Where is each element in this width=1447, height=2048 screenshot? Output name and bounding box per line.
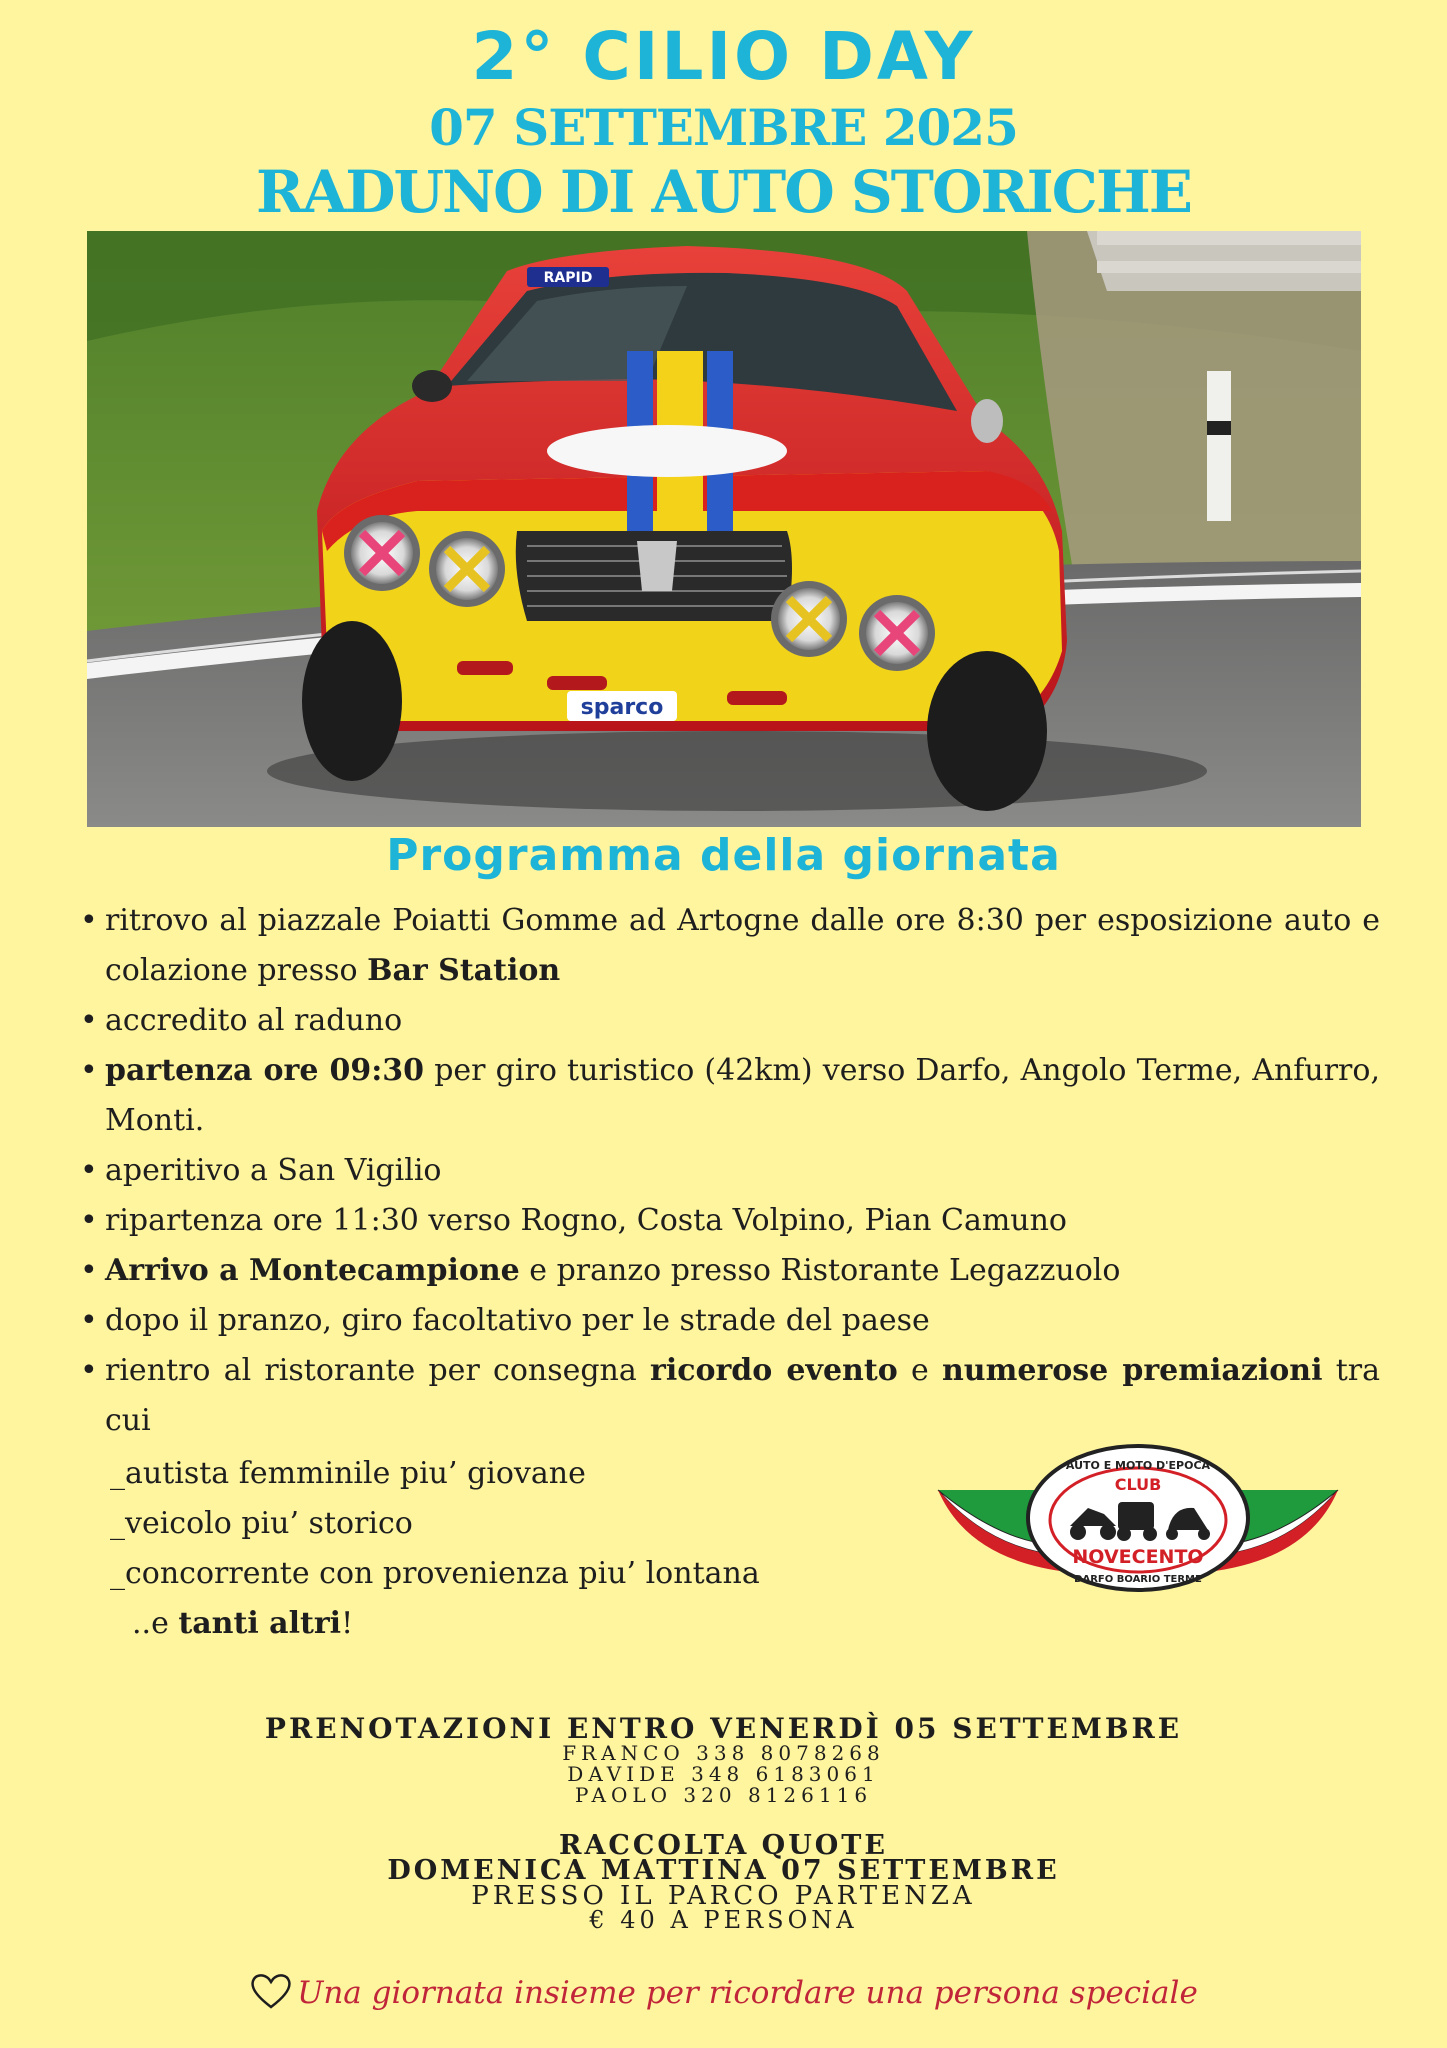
award-item: _autista femminile piu’ giovane — [110, 1456, 586, 1491]
event-date: 07 SETTEMBRE 2025 — [429, 98, 1018, 157]
contact-line: FRANCO 338 8078268 — [562, 1741, 885, 1765]
award-item: _concorrente con provenienza piu’ lontana — [110, 1556, 760, 1591]
logo-top-text: AUTO E MOTO D'EPOCA — [1065, 1459, 1211, 1472]
list-item: • partenza ore 09:30 per giro turistico (42km) verso Darfo, Angolo Terme, Anfurro, Monti. — [80, 1046, 1380, 1146]
quote-place: PRESSO IL PARCO PARTENZA — [471, 1881, 976, 1911]
heart-icon — [249, 1971, 293, 2011]
quote-price: € 40 A PERSONA — [589, 1906, 858, 1934]
contact-line: PAOLO 320 8126116 — [574, 1783, 873, 1807]
contact-line: DAVIDE 348 6183061 — [567, 1762, 880, 1786]
award-item: _veicolo piu’ storico — [110, 1506, 413, 1541]
quote-date: DOMENICA MATTINA 07 SETTEMBRE — [387, 1855, 1060, 1886]
car-photo — [87, 231, 1361, 827]
list-item: • dopo il pranzo, giro facoltativo per le strade del paese — [80, 1296, 1380, 1346]
footer-tagline — [0, 1971, 1447, 2011]
logo-name-text: NOVECENTO — [1072, 1546, 1204, 1568]
quote-title: RACCOLTA QUOTE — [559, 1830, 888, 1861]
list-item: • ritrovo al piazzale Poiatti Gomme ad Artogne dalle ore 8:30 per esposizione auto e colazione presso Bar Station — [80, 896, 1380, 996]
sparco-sticker: sparco — [580, 695, 664, 720]
windshield-banner: RAPID — [543, 270, 593, 286]
tagline-text: Una giornata insieme per ricordare una persona speciale — [297, 1975, 1198, 2011]
list-item: • Arrivo a Montecampione e pranzo presso Ristorante Legazzuolo — [80, 1246, 1380, 1296]
list-item: • rientro al ristorante per consegna ricordo evento e numerose premiazioni tra cui — [80, 1346, 1380, 1446]
event-subtitle: RADUNO DI AUTO STORICHE — [256, 158, 1191, 226]
awards-list — [110, 1449, 760, 1649]
program-list — [80, 896, 1380, 1446]
logo-bottom-text: DARFO BOARIO TERME — [1074, 1574, 1202, 1585]
list-item: • aperitivo a San Vigilio — [80, 1146, 1380, 1196]
club-novecento-logo — [928, 1440, 1348, 1595]
event-title: 2° CILIO DAY — [471, 18, 976, 95]
list-item: • accredito al raduno — [80, 996, 1380, 1046]
list-item: • ripartenza ore 11:30 verso Rogno, Costa Volpino, Pian Camuno — [80, 1196, 1380, 1246]
others-text: ..e tanti altri! — [132, 1606, 354, 1641]
logo-club-text: CLUB — [1114, 1475, 1162, 1494]
program-title: Programma della giornata — [386, 830, 1061, 881]
booking-title: PRENOTAZIONI ENTRO VENERDÌ 05 SETTEMBRE — [264, 1712, 1183, 1745]
booking-contacts — [0, 1743, 1447, 1806]
